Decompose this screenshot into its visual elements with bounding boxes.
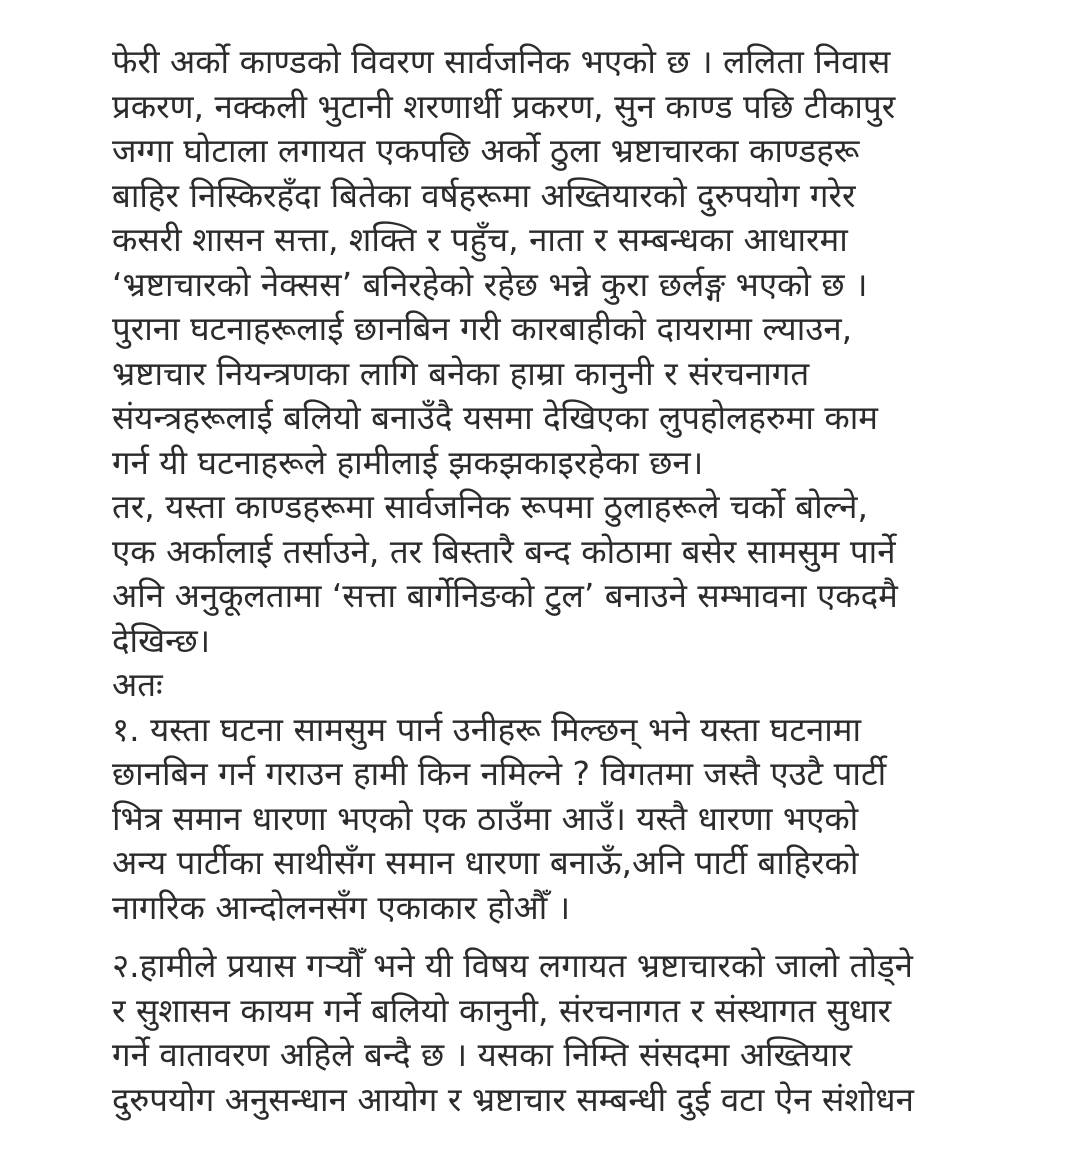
text-line: भित्र समान धारणा भएको एक ठाउँमा आउँ। यस्तै धारणा भएको [112, 798, 859, 838]
text-line: तर, यस्ता काण्डहरूमा सार्वजनिक रूपमा ठुलाहरूले चर्को बोल्ने, [112, 487, 868, 526]
text-line: १. यस्ता घटना सामसुम पार्न उनीहरू मिल्छन् भने यस्ता घटनामा [112, 709, 862, 749]
text-line: प्रकरण, नक्कली भुटानी शरणार्थी प्रकरण, सुन काण्ड पछि टीकापुर [112, 86, 896, 126]
text-line: संयन्त्रहरूलाई बलियो बनाउँदै यसमा देखिएका लुपहोलहरुमा काम [112, 398, 879, 437]
text-line: २.हामीले प्रयास गर्‍यौँ भने यी विषय लगायत भ्रष्टाचारको जालो तोड्ने [112, 946, 913, 985]
text-line: र सुशासन कायम गर्ने बलियो कानुनी, संरचनागत र संस्थागत सुधार [112, 990, 892, 1030]
text-line: कसरी शासन सत्ता, शक्ति र पहुँच, नाता र सम्बन्धका आधारमा [112, 220, 848, 259]
text-line: गर्ने वातावरण अहिले बन्दै छ । यसका निम्ति संसदमा अख्तियार [112, 1035, 853, 1074]
article-text [112, 40, 1012, 1122]
paragraph-intro [112, 40, 1012, 485]
list-item-2 [112, 944, 1012, 1122]
text-line: पुराना घटनाहरूलाई छानबिन गरी कारबाहीको दायरामा ल्याउन, [112, 309, 853, 348]
paragraph-therefore [112, 663, 1012, 708]
text-line: बाहिर निस्किरहँदा बितेका वर्षहरूमा अख्तियारको दुरुपयोग गरेर [112, 175, 856, 215]
text-line: फेरी अर्को काण्डको विवरण सार्वजनिक भएको छ । ललिता निवास [112, 42, 891, 81]
text-line: अतः [112, 665, 163, 704]
text-line: देखिन्छ। [112, 620, 211, 660]
list-item-1 [112, 708, 1012, 931]
text-line: दुरुपयोग अनुसन्धान आयोग र भ्रष्टाचार सम्बन्धी दुई वटा ऐन संशोधन [112, 1079, 914, 1119]
paragraph-concern [112, 485, 1012, 663]
text-line: अनि अनुकूलतामा ‘सत्ता बार्गेनिङको टुल’ बनाउने सम्भावना एकदमै [112, 576, 898, 615]
text-line: जग्गा घोटाला लगायत एकपछि अर्को ठुला भ्रष्टाचारका काण्डहरू [112, 131, 860, 170]
text-line: गर्न यी घटनाहरूले हामीलाई झकझकाइरहेका छन। [112, 442, 704, 482]
text-line: एक अर्कालाई तर्साउने, तर बिस्तारै बन्द कोठामा बसेर सामसुम पार्ने [112, 531, 896, 571]
text-line: ‘भ्रष्टाचारको नेक्सस’ बनिरहेको रहेछ भन्ने कुरा छर्लङ्ग भएको छ । [112, 264, 868, 304]
text-line: नागरिक आन्दोलनसँग एकाकार होऔँ । [112, 887, 571, 927]
text-line: भ्रष्टाचार नियन्त्रणका लागि बनेका हाम्रा कानुनी र संरचनागत [112, 353, 810, 393]
paragraph-spacer [112, 930, 1012, 944]
text-line: अन्य पार्टीका साथीसँग समान धारणा बनाऊँ,अनि पार्टी बाहिरको [112, 843, 859, 882]
text-line: छानबिन गर्न गराउन हामी किन नमिल्ने ? विगतमा जस्तै एउटै पार्टी [112, 754, 887, 793]
